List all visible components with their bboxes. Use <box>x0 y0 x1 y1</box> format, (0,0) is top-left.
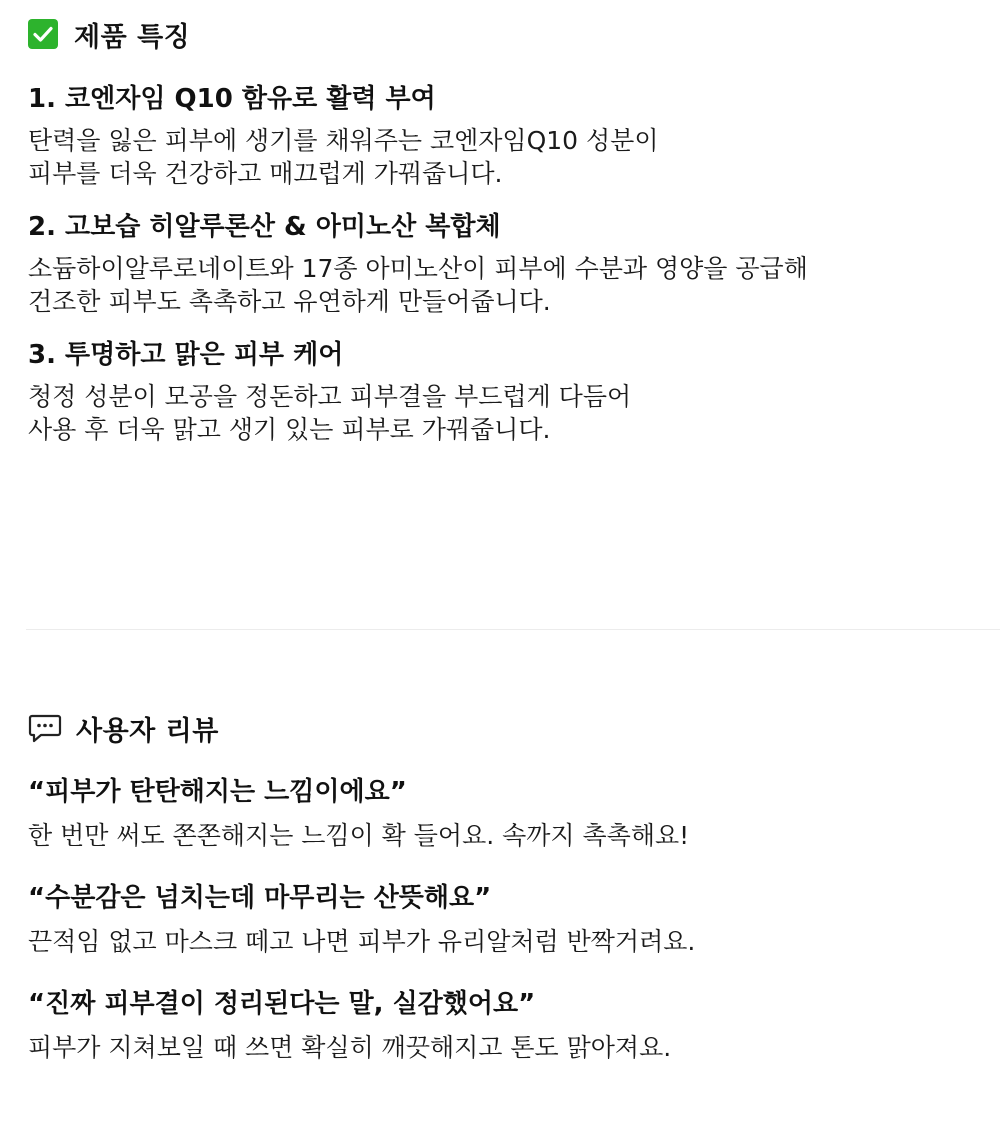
product-features-section <box>28 14 1000 464</box>
feature-description: 청정 성분이 모공을 정돈하고 피부결을 부드럽게 다듬어 <box>28 382 632 411</box>
review-item <box>28 880 1000 960</box>
features-header <box>28 14 1000 54</box>
check-box-icon <box>28 19 58 49</box>
review-item <box>28 986 1000 1066</box>
review-text: 피부가 지쳐보일 때 쓰면 확실히 깨끗해지고 톤도 맑아져요. <box>28 1033 672 1062</box>
feature-item <box>28 208 1000 318</box>
feature-title: 3. 투명하고 맑은 피부 케어 <box>28 340 344 370</box>
feature-description: 사용 후 더욱 맑고 생기 있는 피부로 가꿔줍니다. <box>28 415 551 444</box>
section-divider <box>26 629 1000 630</box>
speech-bubble-icon <box>28 713 62 743</box>
feature-title: 2. 고보습 히알루론산 & 아미노산 복합체 <box>28 212 501 242</box>
feature-item <box>28 80 1000 190</box>
user-reviews-section <box>28 708 1000 1092</box>
reviews-title: 사용자 리뷰 <box>76 715 219 747</box>
feature-description: 건조한 피부도 촉촉하고 유연하게 만들어줍니다. <box>28 287 551 316</box>
feature-description: 피부를 더욱 건강하고 매끄럽게 가꿔줍니다. <box>28 159 503 188</box>
review-headline: “피부가 탄탄해지는 느낌이에요” <box>28 777 407 807</box>
review-headline: “수분감은 넘치는데 마무리는 산뜻해요” <box>28 883 492 913</box>
review-item <box>28 774 1000 854</box>
features-title: 제품 특징 <box>74 21 191 53</box>
feature-item <box>28 336 1000 446</box>
review-text: 끈적임 없고 마스크 떼고 나면 피부가 유리알처럼 반짝거려요. <box>28 927 696 956</box>
review-text: 한 번만 써도 쫀쫀해지는 느낌이 확 들어요. 속까지 촉촉해요! <box>28 821 690 850</box>
feature-description: 소듐하이알루로네이트와 17종 아미노산이 피부에 수분과 영양을 공급해 <box>28 254 808 283</box>
review-headline: “진짜 피부결이 정리된다는 말, 실감했어요” <box>28 989 536 1019</box>
feature-title: 1. 코엔자임 Q10 함유로 활력 부여 <box>28 84 436 114</box>
reviews-header <box>28 708 1000 748</box>
feature-description: 탄력을 잃은 피부에 생기를 채워주는 코엔자임Q10 성분이 <box>28 126 659 155</box>
